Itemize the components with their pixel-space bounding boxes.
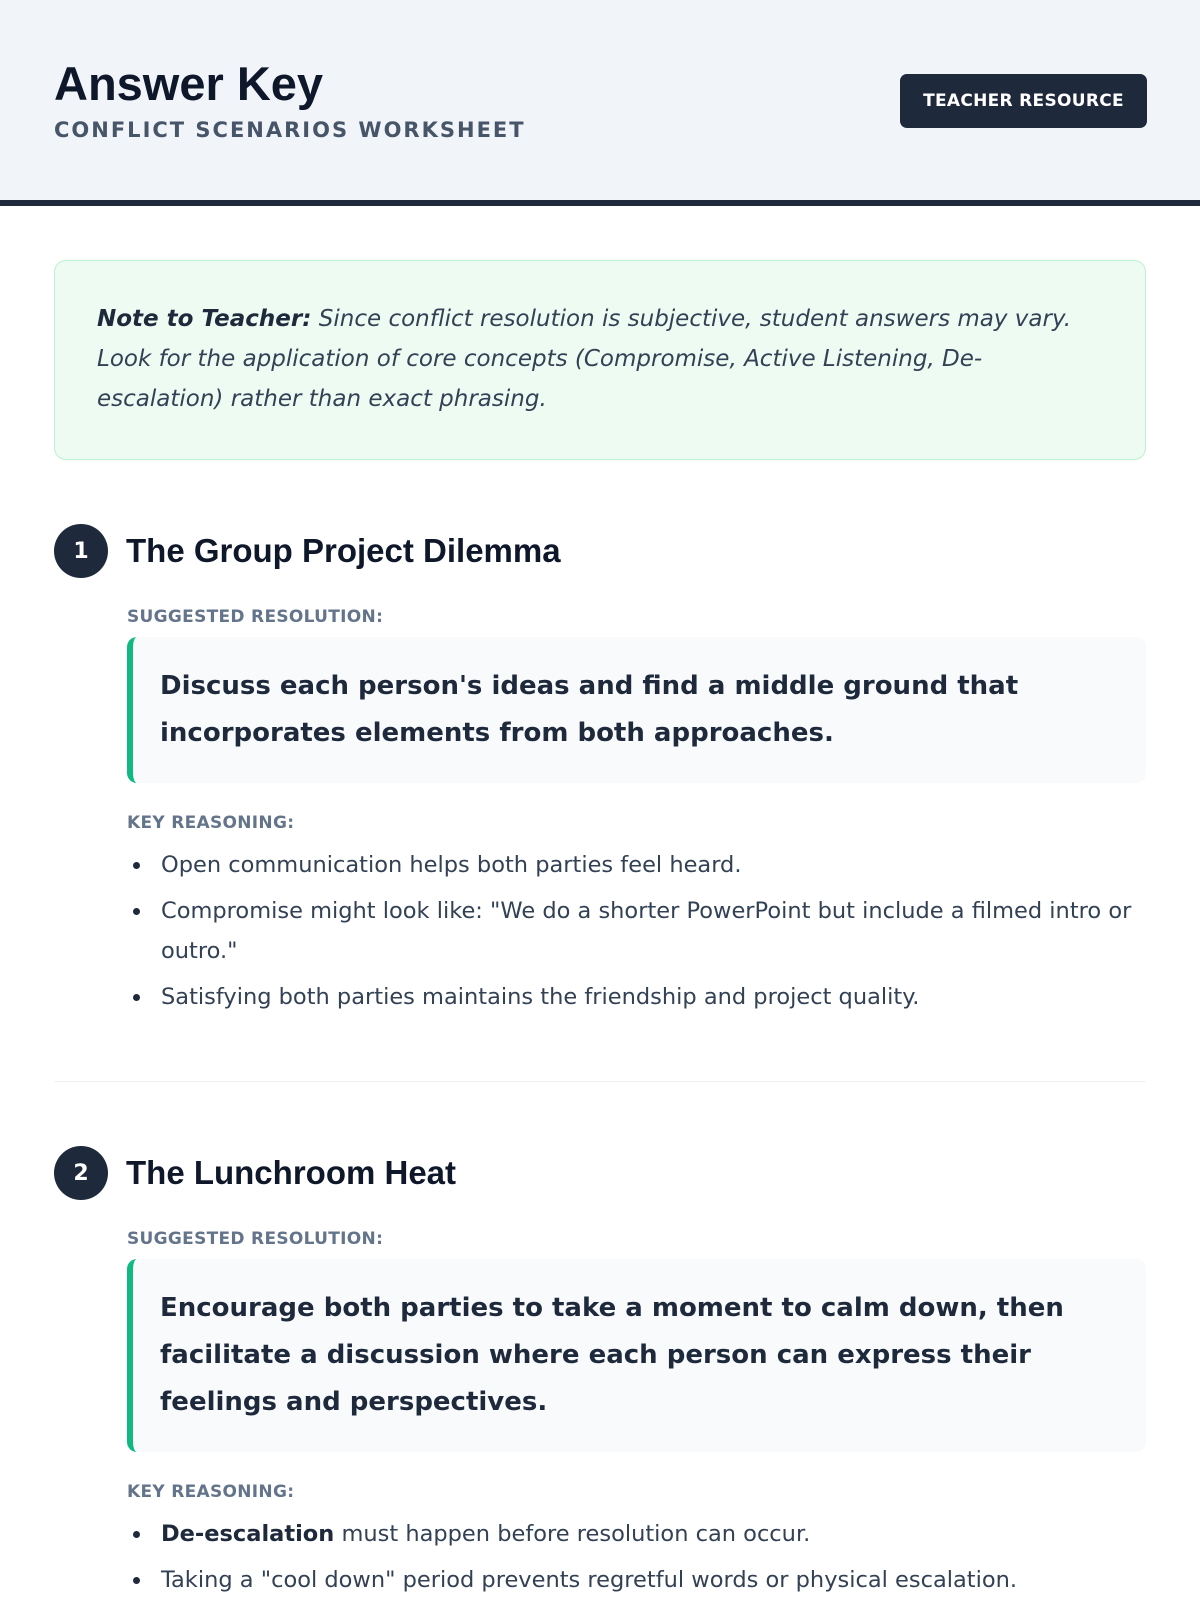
scenario-header	[54, 1146, 1146, 1200]
scenario-number-badge: 2	[54, 1146, 108, 1200]
scenario-number-badge: 1	[54, 524, 108, 578]
scenario-header	[54, 524, 1146, 578]
page-title: Answer Key	[54, 57, 324, 110]
suggested-resolution-label: SUGGESTED RESOLUTION:	[127, 1229, 384, 1249]
reasoning-item	[127, 1560, 1146, 1600]
reasoning-item-text: must happen before resolution can occur.	[334, 1521, 811, 1547]
key-reasoning-list	[127, 845, 1146, 1017]
scenario-section	[54, 1146, 1146, 1600]
suggested-resolution-label: SUGGESTED RESOLUTION:	[127, 607, 384, 627]
key-reasoning-list	[127, 1514, 1146, 1600]
reasoning-item-text: Taking a "cool down" period prevents regretful words or physical escalation.	[161, 1567, 1018, 1593]
teacher-note-text: Since conflict resolution is subjective, student answers may vary. Look for the application of core concepts (Compromise, Active Listening, De-escalation) rather than exact phrasing.	[97, 306, 1072, 412]
suggested-resolution-text: Encourage both parties to take a moment to calm down, then facilitate a discussion where each person can express their feelings and perspectives.	[127, 1259, 1146, 1452]
teacher-resource-badge: TEACHER RESOURCE	[900, 74, 1147, 128]
reasoning-item-text: Satisfying both parties maintains the friendship and project quality.	[161, 984, 920, 1010]
reasoning-item	[127, 891, 1146, 971]
teacher-note	[54, 260, 1146, 460]
scenario-body	[127, 607, 1146, 1017]
page-subtitle: CONFLICT SCENARIOS WORKSHEET	[54, 118, 526, 142]
key-reasoning-label: KEY REASONING:	[127, 813, 295, 833]
key-reasoning-label: KEY REASONING:	[127, 1482, 295, 1502]
scenario-title: The Lunchroom Heat	[126, 1154, 457, 1191]
scenario-body	[127, 1229, 1146, 1600]
teacher-note-label: Note to Teacher:	[97, 306, 312, 332]
reasoning-item	[127, 845, 1146, 885]
scenario-section	[54, 524, 1146, 1017]
reasoning-item-text: Open communication helps both parties feel heard.	[161, 852, 742, 878]
reasoning-item-text: Compromise might look like: "We do a shorter PowerPoint but include a filmed intro or outro."	[161, 898, 1132, 964]
reasoning-item	[127, 977, 1146, 1017]
main-content	[0, 206, 1200, 1600]
page-header	[0, 0, 1200, 206]
reasoning-item-emphasis: De-escalation	[161, 1521, 335, 1547]
scenario-title: The Group Project Dilemma	[126, 532, 561, 569]
suggested-resolution-text: Discuss each person's ideas and find a middle ground that incorporates elements from both approaches.	[127, 637, 1146, 783]
reasoning-item	[127, 1514, 1146, 1554]
section-divider	[54, 1081, 1146, 1082]
